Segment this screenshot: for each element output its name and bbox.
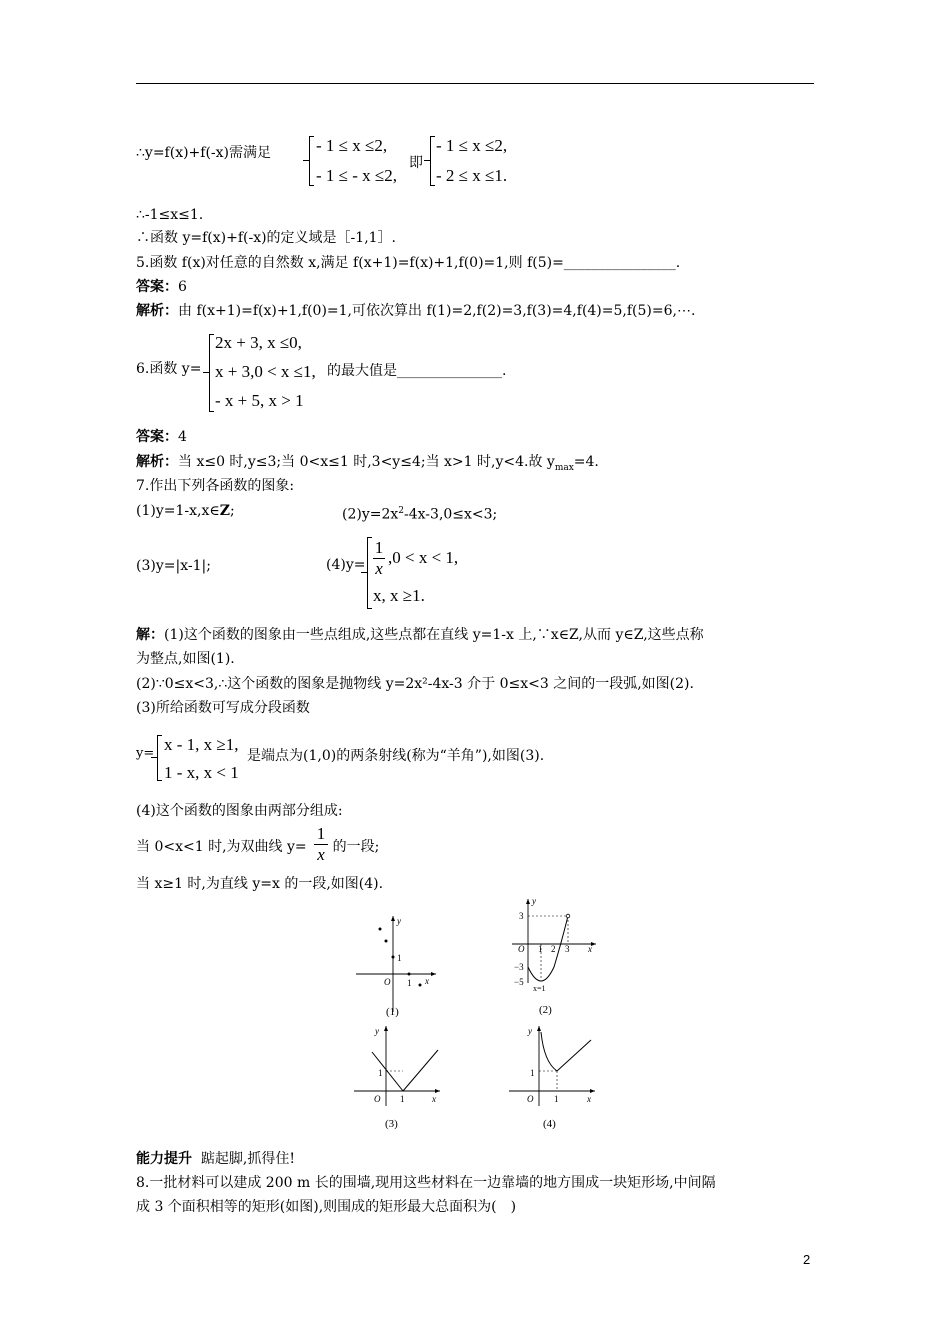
solution-text: 当 x≤0 时,y≤3;当 0<x≤1 时,3<y≤4;当 x>1 时,y<4.故 y <box>178 454 555 470</box>
sol3-case-2: 1 - x, x < 1 <box>164 763 239 782</box>
point <box>392 956 395 959</box>
sol3-prefix: y= <box>136 746 155 761</box>
solution-part-4a <box>136 838 379 856</box>
solution-5 <box>136 302 695 320</box>
origin-label: O <box>518 944 525 954</box>
point <box>385 940 388 943</box>
brace-1 <box>309 136 310 186</box>
brace-q7-4 <box>367 537 368 609</box>
solution-label: 解析： <box>136 454 178 470</box>
solution-part-1b: 为整点,如图(1). <box>136 651 235 667</box>
axis-label-x: x <box>588 944 592 954</box>
axis-label-x: x <box>425 976 429 986</box>
fraction-denominator: x <box>375 559 383 578</box>
solution-label: 解析： <box>136 303 178 319</box>
q7-2-exponent: 2 <box>398 506 405 516</box>
graph-caption: (4) <box>543 1118 556 1130</box>
origin-label: O <box>374 1094 381 1104</box>
question-8-line-1: 8.一批材料可以建成 200 m 长的围墙,现用这些材料在一边靠墙的地方围成一块矩形场,中间隔 <box>136 1175 716 1191</box>
q7-part-1 <box>136 502 235 520</box>
system2-row2: - 2 ≤ x ≤1. <box>436 166 508 185</box>
tick-label: 1 <box>407 978 412 988</box>
q7-2-text: (2)y=2x <box>342 506 399 523</box>
page-number: 2 <box>803 1252 811 1267</box>
system-connector: 即 <box>409 155 423 171</box>
tick-label: 3 <box>565 944 570 954</box>
system2-row1: - 1 ≤ x ≤2, <box>436 136 508 155</box>
q7-part-4-prefix: (4)y= <box>326 557 366 573</box>
graph-1 <box>352 912 442 1022</box>
origin-label: O <box>384 977 391 987</box>
graph-2 <box>506 895 601 1020</box>
section-slogan: 踮起脚,抓得住! <box>200 1151 295 1167</box>
axis-label-y: y <box>375 1026 379 1036</box>
graph-caption: (1) <box>386 1006 399 1018</box>
sol3-case-1: x - 1, x ≥1, <box>164 735 239 754</box>
tick-label: 1 <box>378 1068 383 1078</box>
point <box>379 928 382 931</box>
answer-6 <box>136 428 187 446</box>
point <box>408 973 411 976</box>
fraction-numerator: 1 <box>316 824 326 843</box>
q7-4-case-2: x, x ≥1. <box>373 586 425 605</box>
graph-3 <box>350 1020 445 1135</box>
solution-text: 由 f(x+1)=f(x)+1,f(0)=1,可依次算出 f(1)=2,f(2)=3,f(3)=4,f(4)=5,f(5)=6,⋯. <box>178 303 696 319</box>
solution-label: 解： <box>136 627 164 643</box>
axis-label-x: x <box>587 1094 591 1104</box>
sol4a-suffix: 的一段; <box>332 839 380 855</box>
solution-part-1a: (1)这个函数的图象由一些点组成,这些点都在直线 y=1-x 上,∵x∈Z,从而 y∈Z,这些点称 <box>164 627 704 643</box>
q7-4-case-1: ,0 < x < 1, <box>388 548 459 567</box>
question-6-prefix: 6.函数 y= <box>136 361 202 377</box>
question-7: 7.作出下列各函数的图象: <box>136 478 295 494</box>
answer-label: 答案： <box>136 429 178 445</box>
brace-q6 <box>209 334 210 412</box>
q7-part-3: (3)y=|x-1|; <box>136 558 211 574</box>
vertex-label: x=1 <box>533 984 546 993</box>
q6-case-2: x + 3,0 < x ≤1, <box>215 362 316 381</box>
solution-part-4: (4)这个函数的图象由两部分组成: <box>136 803 343 819</box>
integer-set: Z <box>219 503 230 519</box>
fraction-numerator: 1 <box>374 538 384 557</box>
q7-4-fraction <box>373 539 385 578</box>
tick-label: 1 <box>538 944 543 954</box>
q7-1-text: (1)y=1-x,x∈ <box>136 503 220 519</box>
axis-label-y: y <box>397 916 401 926</box>
answer-value: 4 <box>178 429 187 445</box>
point <box>419 984 422 987</box>
brace-sol3 <box>157 735 158 781</box>
solution-6 <box>136 453 599 477</box>
tick-label: 2 <box>551 944 556 954</box>
section-heading <box>136 1150 295 1168</box>
tick-label: 1 <box>530 1068 535 1078</box>
brace-2 <box>430 136 431 186</box>
system1-row2: - 1 ≤ - x ≤2, <box>316 166 397 185</box>
axis-label-y: y <box>528 1026 532 1036</box>
sol3-suffix: 是端点为(1,0)的两条射线(称为“羊角”),如图(3). <box>247 748 545 764</box>
sol4a-prefix: 当 0<x<1 时,为双曲线 y= <box>136 839 307 855</box>
range-conclusion: ∴-1≤x≤1. <box>136 207 204 223</box>
q7-1-end: ; <box>229 503 235 519</box>
q6-case-1: 2x + 3, x ≤0, <box>215 333 302 352</box>
tick-label: −5 <box>514 977 524 987</box>
graph-caption: (3) <box>385 1118 398 1130</box>
hyperbola-fraction <box>314 825 328 864</box>
question-6-suffix: 的最大值是_______________. <box>327 363 507 379</box>
q7-2-end: -4x-3,0≤x<3; <box>404 506 498 523</box>
tick-label: −3 <box>514 962 524 972</box>
graph-caption: (2) <box>539 1004 552 1016</box>
answer-label: 答案： <box>136 279 178 295</box>
domain-condition-prefix: ∴y=f(x)+f(-x)需满足 <box>136 145 272 161</box>
tick-label: 1 <box>400 1094 405 1104</box>
solution-7-intro <box>136 626 704 644</box>
solution-part-2: (2)∵0≤x<3,∴这个函数的图象是抛物线 y=2x²-4x-3 介于 0≤x<3 之间的一段弧,如图(2). <box>136 676 694 692</box>
axis-label-x: x <box>432 1094 436 1104</box>
q7-part-2 <box>342 502 497 524</box>
answer-value: 6 <box>178 279 187 295</box>
question-5: 5.函数 f(x)对任意的自然数 x,满足 f(x+1)=f(x)+1,f(0)=1,则 f(5)=________________. <box>136 255 681 271</box>
header-rule <box>136 83 814 84</box>
tick-label: 3 <box>519 911 524 921</box>
q6-case-3: - x + 5, x > 1 <box>215 391 304 410</box>
solution-part-3: (3)所给函数可写成分段函数 <box>136 700 310 716</box>
domain-condition-line <box>136 144 271 162</box>
tick-label: 1 <box>554 1094 559 1104</box>
question-8-line-2: 成 3 个面积相等的矩形(如图),则围成的矩形最大总面积为( ) <box>136 1199 517 1215</box>
solution-part-4b: 当 x≥1 时,为直线 y=x 的一段,如图(4). <box>136 876 384 892</box>
fraction-denominator: x <box>317 845 325 864</box>
system1-row1: - 1 ≤ x ≤2, <box>316 136 388 155</box>
tick-label: 1 <box>397 953 402 963</box>
origin-label: O <box>527 1094 534 1104</box>
graph-4 <box>505 1020 600 1135</box>
subscript-max: max <box>554 462 574 473</box>
section-label: 能力提升 <box>136 1151 192 1167</box>
axis-label-y: y <box>532 896 536 906</box>
answer-5 <box>136 278 187 296</box>
solution-end: =4. <box>573 454 599 470</box>
domain-conclusion: ∴函数 y=f(x)+f(-x)的定义域是［-1,1］. <box>136 230 396 246</box>
